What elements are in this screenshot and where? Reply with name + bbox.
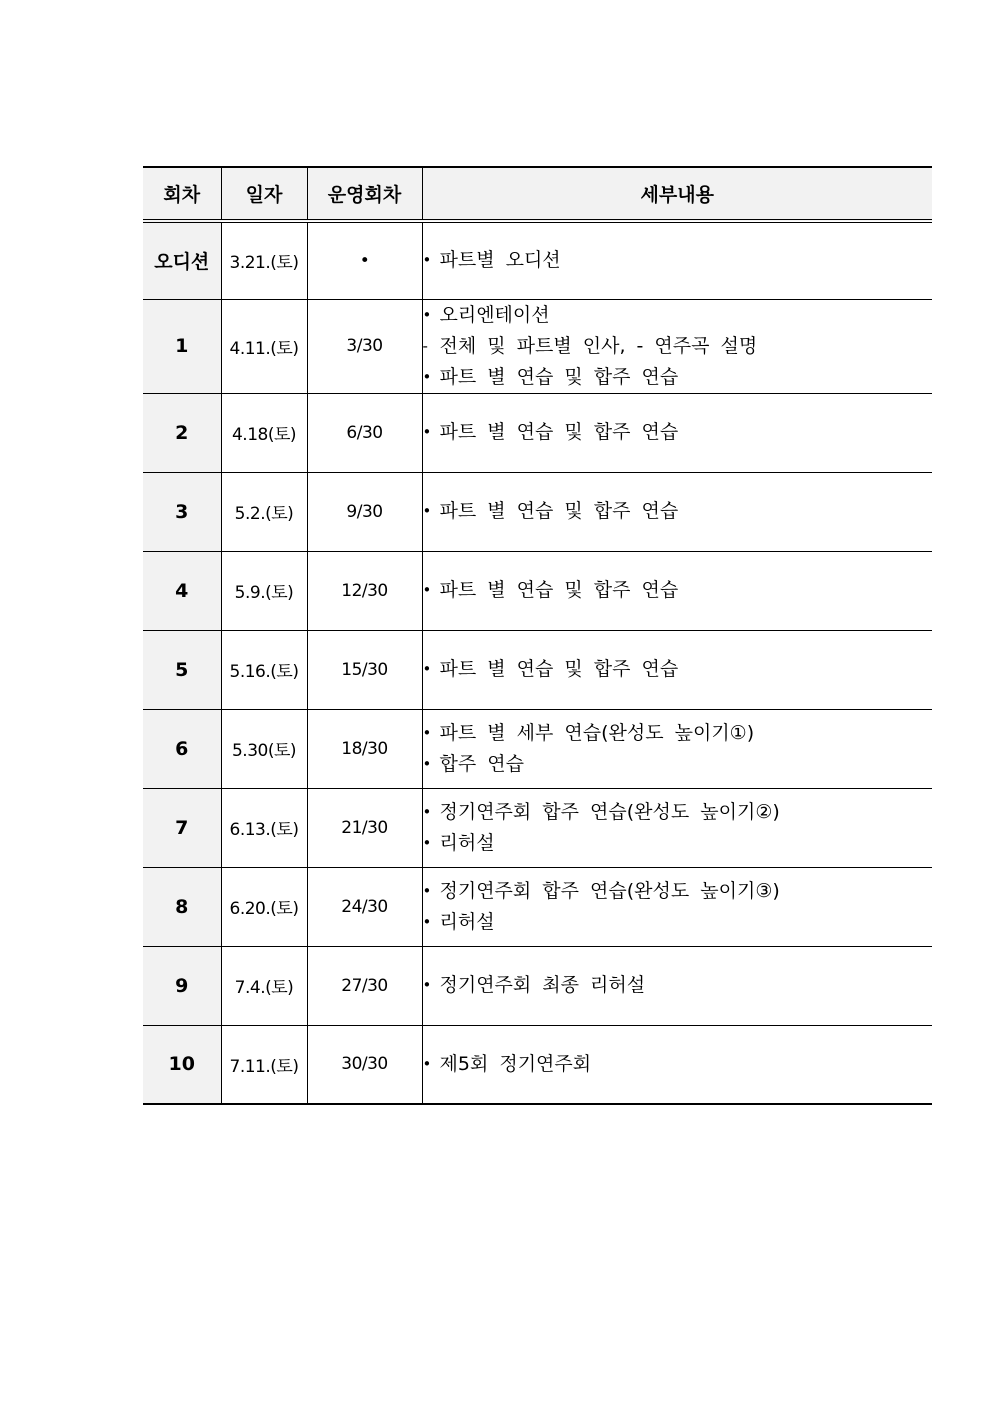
detail-cell xyxy=(422,299,932,393)
operation-count-cell: 21/30 xyxy=(307,788,422,867)
operation-count-cell: 15/30 xyxy=(307,630,422,709)
table-header xyxy=(143,167,932,221)
bullet-marker: • xyxy=(422,754,432,773)
detail-line xyxy=(423,828,933,859)
bullet-marker: • xyxy=(422,251,432,270)
date-cell: 5.16.(토) xyxy=(221,630,307,709)
header-details: 세부내용 xyxy=(422,167,932,221)
detail-text: 파트 별 연습 및 합주 연습 xyxy=(439,421,679,443)
detail-text: 오리엔테이션 xyxy=(439,303,550,326)
operation-count-cell: 18/30 xyxy=(307,709,422,788)
bullet-marker: • xyxy=(422,581,432,599)
date-cell: 6.13.(토) xyxy=(221,788,307,867)
round-cell: 6 xyxy=(143,709,221,788)
detail-line xyxy=(423,496,933,527)
detail-line xyxy=(423,245,933,276)
detail-line xyxy=(423,970,933,1001)
detail-cell xyxy=(422,1025,932,1104)
header-date: 일자 xyxy=(221,167,307,221)
table-row xyxy=(143,1025,932,1104)
table-row xyxy=(143,946,932,1025)
date-cell: 7.4.(토) xyxy=(221,946,307,1025)
operation-count-cell: 27/30 xyxy=(307,946,422,1025)
table-row xyxy=(143,551,932,630)
bullet-marker: • xyxy=(422,833,432,852)
detail-cell xyxy=(422,630,932,709)
table-row xyxy=(143,221,932,299)
detail-text: 정기연주회 합주 연습(완성도 높이기③) xyxy=(439,879,780,902)
operation-count-cell: 12/30 xyxy=(307,551,422,630)
detail-text: 제5회 정기연주회 xyxy=(439,1052,592,1075)
table-row xyxy=(143,393,932,472)
bullet-marker: • xyxy=(422,423,432,441)
header-round: 회차 xyxy=(143,167,221,221)
detail-line xyxy=(423,362,933,393)
operation-count-cell: 6/30 xyxy=(307,393,422,472)
table-row xyxy=(143,867,932,946)
detail-cell xyxy=(422,709,932,788)
round-cell: 8 xyxy=(143,867,221,946)
detail-line xyxy=(423,654,933,685)
date-cell: 5.9.(토) xyxy=(221,551,307,630)
date-cell: 4.18(토) xyxy=(221,393,307,472)
operation-count-cell: 30/30 xyxy=(307,1025,422,1104)
detail-text: 파트 별 연습 및 합주 연습 xyxy=(439,500,679,522)
table-row xyxy=(143,630,932,709)
operation-count-cell: 9/30 xyxy=(307,472,422,551)
detail-cell xyxy=(422,221,932,299)
detail-line xyxy=(423,907,933,938)
bullet-marker: • xyxy=(422,502,432,520)
schedule-table xyxy=(143,166,932,1105)
bullet-marker: • xyxy=(422,723,432,742)
detail-text: 리허설 xyxy=(439,831,495,854)
round-cell: 9 xyxy=(143,946,221,1025)
bullet-marker: • xyxy=(422,660,432,678)
detail-line xyxy=(423,417,933,448)
table-row xyxy=(143,299,932,393)
date-cell: 4.11.(토) xyxy=(221,299,307,393)
round-cell: 7 xyxy=(143,788,221,867)
detail-text: 정기연주회 최종 리허설 xyxy=(439,974,646,996)
detail-text: 정기연주회 합주 연습(완성도 높이기②) xyxy=(439,800,780,823)
detail-line xyxy=(423,876,933,907)
detail-text: 전체 및 파트별 인사, - 연주곡 설명 xyxy=(439,334,758,357)
round-cell: 1 xyxy=(143,299,221,393)
bullet-marker: - xyxy=(422,336,428,355)
date-cell: 3.21.(토) xyxy=(221,221,307,299)
detail-cell xyxy=(422,788,932,867)
operation-count-cell: • xyxy=(307,221,422,299)
round-cell: 5 xyxy=(143,630,221,709)
table-row xyxy=(143,472,932,551)
table-row xyxy=(143,788,932,867)
bullet-marker: • xyxy=(422,367,432,386)
detail-line xyxy=(423,718,933,749)
detail-cell xyxy=(422,551,932,630)
table-body xyxy=(143,221,932,1104)
bullet-marker: • xyxy=(422,305,432,324)
detail-line xyxy=(423,331,933,362)
round-cell: 10 xyxy=(143,1025,221,1104)
detail-text: 리허설 xyxy=(439,910,495,933)
bullet-marker: • xyxy=(422,802,432,821)
round-cell: 오디션 xyxy=(143,221,221,299)
detail-text: 합주 연습 xyxy=(439,752,524,775)
detail-text: 파트 별 연습 및 합주 연습 xyxy=(439,365,679,388)
operation-count-cell: 24/30 xyxy=(307,867,422,946)
table-row xyxy=(143,709,932,788)
round-cell: 2 xyxy=(143,393,221,472)
bullet-marker: • xyxy=(422,976,432,994)
bullet-marker: • xyxy=(422,912,432,931)
bullet-marker: • xyxy=(422,1054,432,1073)
detail-text: 파트 별 연습 및 합주 연습 xyxy=(439,579,679,601)
date-cell: 6.20.(토) xyxy=(221,867,307,946)
detail-line xyxy=(423,797,933,828)
date-cell: 7.11.(토) xyxy=(221,1025,307,1104)
header-operation-count: 운영회차 xyxy=(307,167,422,221)
detail-cell xyxy=(422,946,932,1025)
detail-line xyxy=(423,749,933,780)
detail-cell xyxy=(422,867,932,946)
detail-text: 파트별 오디션 xyxy=(439,249,561,272)
round-cell: 4 xyxy=(143,551,221,630)
detail-cell xyxy=(422,393,932,472)
bullet-marker: • xyxy=(422,881,432,900)
detail-line xyxy=(423,1049,933,1080)
detail-line xyxy=(423,575,933,606)
detail-text: 파트 별 세부 연습(완성도 높이기①) xyxy=(439,721,755,744)
detail-text: 파트 별 연습 및 합주 연습 xyxy=(439,658,679,680)
date-cell: 5.2.(토) xyxy=(221,472,307,551)
date-cell: 5.30(토) xyxy=(221,709,307,788)
detail-cell xyxy=(422,472,932,551)
round-cell: 3 xyxy=(143,472,221,551)
detail-line xyxy=(423,300,933,331)
operation-count-cell: 3/30 xyxy=(307,299,422,393)
header-row xyxy=(143,167,932,221)
